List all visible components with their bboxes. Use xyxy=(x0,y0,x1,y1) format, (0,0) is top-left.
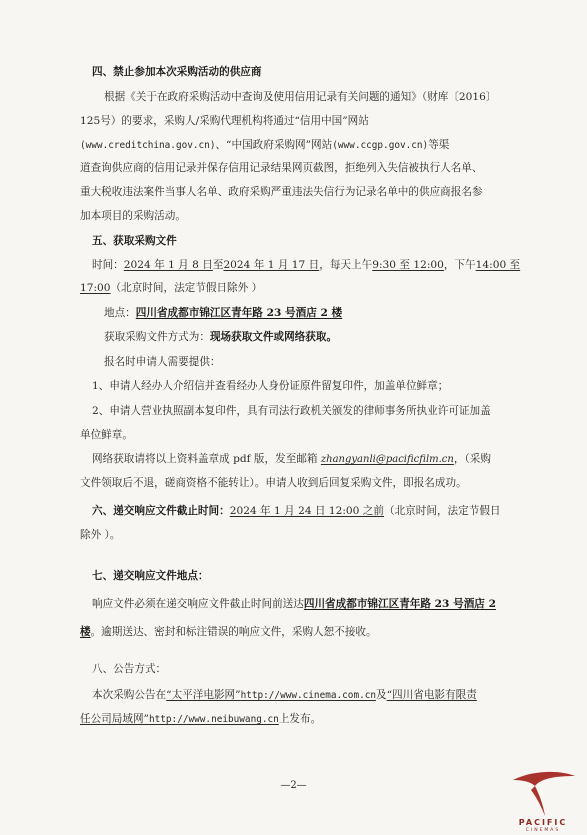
method-line xyxy=(104,330,564,344)
deadline-note-2: 除外 ）。 xyxy=(80,529,121,541)
credit-china-url: (www.creditchina.gov.cn) xyxy=(80,140,216,151)
afternoon-start: 14:00 至 xyxy=(475,259,521,271)
method-label: 获取采购文件方式为： xyxy=(104,331,210,343)
section-5-heading: 五、获取采购文件 xyxy=(92,235,177,247)
time-label: 时间： xyxy=(92,259,124,271)
place-line xyxy=(104,306,564,320)
page-number: —2— xyxy=(280,780,307,791)
ccgp-url: (www.ccgp.gov.cn) xyxy=(332,140,429,151)
section-7-text: 响应文件必须在递交响应文件截止时间前送达 xyxy=(92,598,304,610)
section-4-heading: 四、禁止参加本次采购活动的供应商 xyxy=(92,66,262,78)
afternoon-label: ，下午 xyxy=(443,259,476,271)
section-8-text: 及 xyxy=(376,689,387,701)
site-name-2: “四川省电影有限责 xyxy=(386,689,477,701)
afternoon-end: 17:00 xyxy=(80,282,111,294)
time-note: （北京时间，法定节假日除外 ） xyxy=(110,282,263,294)
site-name-2-end: 任公司局域网” xyxy=(80,713,149,725)
date-end: 2024 年 1 月 17 日 xyxy=(223,259,320,271)
requirement-1: 1、申请人经办人介绍信并查看经办人身份证原件留复印件，加盖单位鲜章； xyxy=(92,380,449,392)
section-7-heading: 七、递交响应文件地点： xyxy=(92,570,209,582)
section-6-heading: 六、递交响应文件截止时间： xyxy=(92,505,230,517)
time-mid: ，每天上午 xyxy=(319,259,373,271)
section-4-line-1: 根据《关于在政府采购活动中查询及使用信用记录有关问题的通知》（财库〔2016〕 xyxy=(104,91,497,103)
section-8-line-1 xyxy=(92,688,552,703)
submit-address: 四川省成都市锦江区青年路 23 号酒店 2 xyxy=(303,598,496,610)
network-line-2: 文件领取后不退，磋商资格不能转让）。申请人收到后回复采购文件，即报名成功。 xyxy=(80,477,467,489)
place-label: 地点： xyxy=(104,307,136,319)
section-4-line-5: 重大税收违法案件当事人名单、政府采购严重违法失信行为记录名单中的供应商报名参 xyxy=(80,186,483,198)
logo-text: PACIFIC xyxy=(518,818,568,827)
section-8-text: 本次采购公告在 xyxy=(92,689,167,701)
time-line-2 xyxy=(80,281,540,295)
requirement-2: 2、申请人营业执照副本复印件，具有司法行政机关颁发的律师事务所执业许可证加盖 xyxy=(92,405,491,417)
place-address: 四川省成都市锦江区青年路 23 号酒店 2 楼 xyxy=(135,307,343,319)
section-4-text: 等渠 xyxy=(428,139,450,151)
deadline-line xyxy=(92,504,552,518)
morning-hours: 9:30 至 12:00 xyxy=(372,259,444,271)
section-8-heading: 八、公告方式： xyxy=(92,663,167,675)
section-8-line-2 xyxy=(80,712,540,727)
apply-intro: 报名时申请人需要提供： xyxy=(104,356,221,368)
section-8-text: 上发布。 xyxy=(278,713,322,725)
section-4-line-4: 道查询供应商的信用记录并保存信用记录结果网页截图，拒绝列入失信被执行人名单、 xyxy=(80,162,483,174)
method-value: 现场获取文件或网络获取。 xyxy=(209,331,338,343)
cinema-url[interactable]: http://www.cinema.com.cn xyxy=(240,690,377,701)
time-line xyxy=(92,258,552,272)
section-4-line-3 xyxy=(80,138,540,153)
date-to: 至 xyxy=(212,259,224,271)
network-text: 网络获取请将以上资料盖章成 pdf 版，发至邮箱 xyxy=(92,453,321,465)
date-start: 2024 年 1 月 8 日 xyxy=(123,259,213,271)
deadline-note: （北京时间，法定节假日 xyxy=(383,505,501,517)
email-link[interactable]: zhangyanli@pacificfilm.cn xyxy=(320,454,454,465)
logo-subtext: CINEMAS xyxy=(525,828,561,833)
section-4-line-2: 125号）的要求，采购人/采购代理机构将通过“信用中国”网站 xyxy=(80,115,369,127)
section-7-line-2 xyxy=(80,625,540,639)
section-4-line-6: 加本项目的采购活动。 xyxy=(80,210,186,222)
section-4-text: 、“中国政府采购网”网站 xyxy=(215,139,333,151)
section-7-text: 。逾期送达、密封和标注错误的响应文件，采购人恕不接收。 xyxy=(90,626,377,638)
deadline-value: 2024 年 1 月 24 日 12:00 之前 xyxy=(229,505,384,517)
requirement-2b: 单位鲜章。 xyxy=(80,429,133,441)
submit-address-end: 楼 xyxy=(80,626,91,638)
network-line-1 xyxy=(92,452,552,467)
site-name-1: “太平洋电影网” xyxy=(166,689,241,701)
section-7-line-1 xyxy=(92,597,552,611)
network-text: ，（采购 xyxy=(453,453,491,465)
neibuwang-url[interactable]: http://www.neibuwang.cn xyxy=(148,714,279,725)
